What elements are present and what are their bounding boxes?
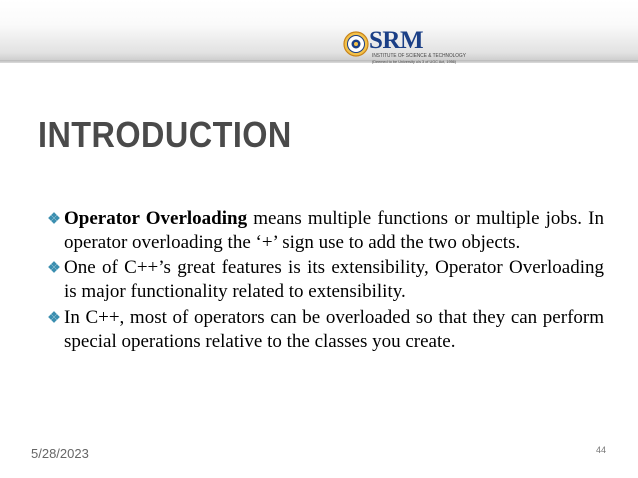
diamond-bullet-icon: [48, 261, 60, 273]
diamond-bullet-icon: [48, 212, 60, 224]
bullet-text: means multiple functions or multiple jobs. In operator overloading the ‘+’ sign use to add the two objects.: [64, 208, 605, 253]
page-number: 44: [596, 445, 607, 455]
bullet-text: In C++, most of operators can be overloaded so that they can perform special operations relative to the classes you create.: [64, 306, 604, 352]
logo-subtitle: INSTITUTE OF SCIENCE & TECHNOLOGY: [372, 53, 466, 59]
bullet-item: [48, 306, 604, 353]
srm-seal-icon: [343, 31, 369, 57]
bullet-text: One of C++’s great features is its extensibility, Operator Overloading is major functionality related to extensibility.: [64, 257, 604, 303]
logo-wordmark: SRM: [369, 27, 424, 54]
header-divider: [0, 60, 638, 63]
header-band: [0, 0, 638, 62]
bullet-item: [48, 207, 604, 254]
bullet-bold-term: Operator Overloading: [64, 208, 248, 229]
srm-logo: [343, 27, 466, 64]
slide-title: INTRODUCTION: [38, 114, 292, 155]
diamond-bullet-icon: [48, 311, 60, 323]
bullet-item: [48, 256, 604, 303]
footer-date: 5/28/2023: [31, 446, 89, 461]
bullet-list: [48, 207, 604, 355]
logo-subtitle-2: (Deemed to be University u/s 3 of UGC Act, 1956): [372, 59, 457, 64]
